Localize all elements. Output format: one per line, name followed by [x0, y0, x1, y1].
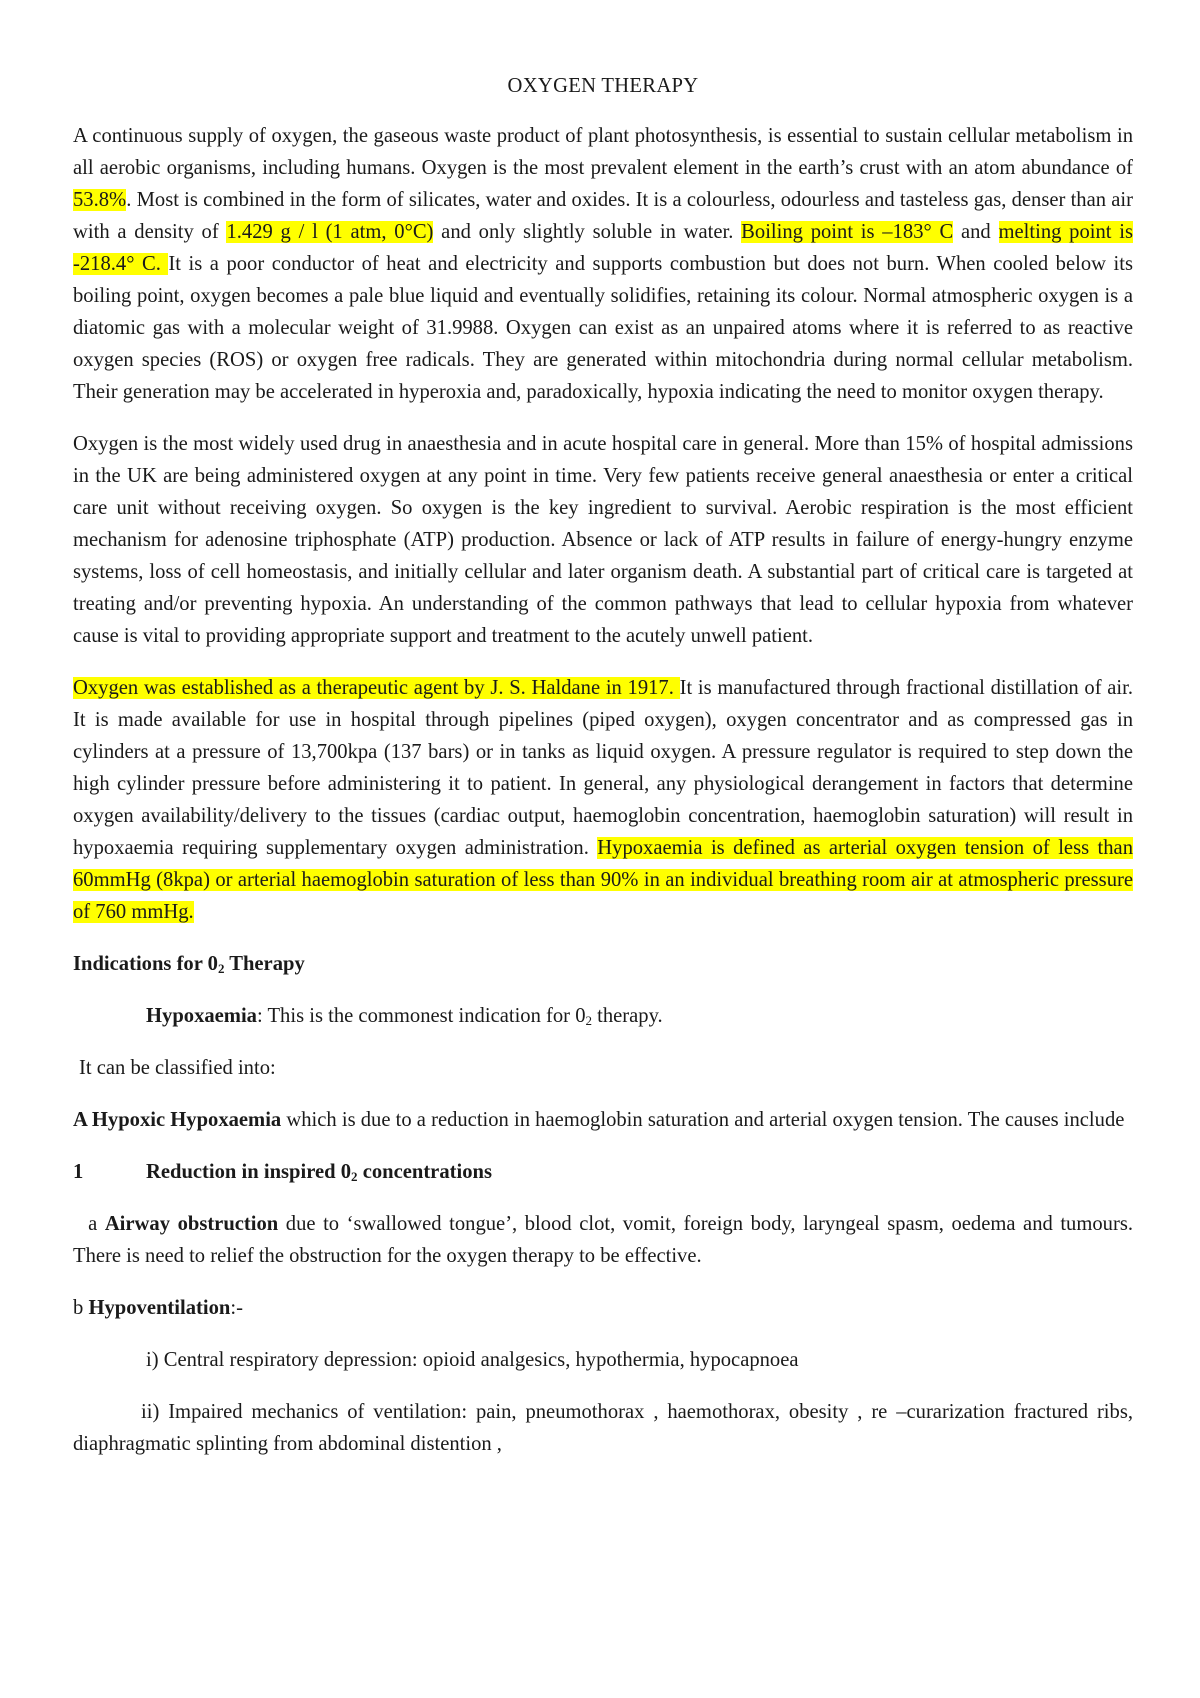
hypoxaemia-line [73, 1000, 1133, 1032]
text-run: . Most is combined in the form of silicates, water and oxides. It is a colourless, odourless and tasteless gas, denser than air with a density of [73, 189, 1133, 243]
highlight-haldane: Oxygen was established as a therapeutic agent by J. S. Haldane in 1917. [73, 677, 680, 699]
text-run: and only slightly soluble in water. [433, 221, 742, 243]
section-number: 1 [73, 1161, 84, 1183]
airway-obstruction-paragraph [73, 1208, 1133, 1272]
hypoventilation-line [73, 1292, 1133, 1324]
list-letter: b [73, 1297, 89, 1319]
text-run: :- [230, 1297, 243, 1319]
highlight-abundance: 53.8% [73, 189, 127, 211]
highlight-melting-point: melting point is -218.4° C. [73, 221, 1134, 275]
highlight-hypoxaemia-definition: Hypoxaemia is defined as arterial oxygen tension of less than 60mmHg (8kpa) or arterial haemoglobin saturation of less than 90% in an individual breathing room air at atmospheric pressure of 760 mmHg. [73, 837, 1133, 923]
classified-line: It can be classified into: [79, 1057, 276, 1079]
subscript: 2 [351, 1169, 358, 1184]
section-title [146, 1156, 492, 1188]
hypoxaemia-label: Hypoxaemia [146, 1005, 257, 1027]
highlight-density: 1.429 g / l (1 atm, 0°C) [226, 221, 434, 243]
section-1-heading [73, 1156, 1133, 1188]
text-run: It is manufactured through fractional distillation of air. It is made available for use in hospital through pipelines (piped oxygen), oxygen concentrator and as compressed gas in cylinders at a pressure of 13,700kpa (137 bars) or in tanks as liquid oxygen. A pressure regulator is required to step down the high cylinder pressure before administering it to patient. In general, any physiological derangement in factors that determine oxygen availability/delivery to the tissues (cardiac output, haemoglobin concentration, haemoglobin saturation) will result in hypoxaemia requiring supplementary oxygen administration. [73, 677, 1133, 859]
document-page [73, 70, 1133, 1480]
list-letter: a [88, 1213, 105, 1235]
highlight-boiling-point: Boiling point is –183° C [741, 221, 954, 243]
text-run: : This is the commonest indication for 0 [256, 1005, 586, 1027]
text-run: which is due to a reduction in haemoglobin saturation and arterial oxygen tension. The causes include [281, 1109, 1125, 1131]
airway-label: Airway obstruction [104, 1213, 279, 1235]
paragraph-properties [73, 120, 1133, 408]
subscript: 2 [585, 1013, 592, 1028]
paragraph-clinical-use: Oxygen is the most widely used drug in anaesthesia and in acute hospital care in general. More than 15% of hospital admissions in the UK are being administered oxygen at any point in time. Very few patients receive general anaesthesia or enter a critical care unit without receiving oxygen. So oxygen is the key ingredient to survival. Aerobic respiration is the most efficient mechanism for adenosine triphosphate (ATP) production. Absence or lack of ATP results in failure of energy-hungry enzyme systems, loss of cell homeostasis, and initially cellular and later organism death. A substantial part of critical care is targeted at treating and/or preventing hypoxia. An understanding of the common pathways that lead to cellular hypoxia from whatever cause is vital to providing appropriate support and treatment to the acutely unwell patient. [73, 433, 1133, 647]
text-run: due to ‘swallowed tongue’, blood clot, vomit, foreign body, laryngeal spasm, oedema and tumours. There is need to relief the obstruction for the oxygen therapy to be effective. [73, 1213, 1133, 1267]
heading-text: Indications for 0 [73, 953, 218, 975]
heading-text: Reduction in inspired 0 [146, 1161, 352, 1183]
heading-text: Therapy [224, 953, 305, 975]
hypoxic-hypoxaemia-paragraph [73, 1104, 1133, 1136]
paragraph-history [73, 672, 1133, 928]
document-title: OXYGEN THERAPY [507, 75, 699, 97]
list-item-ii: ii) Impaired mechanics of ventilation: pain, pneumothorax , haemothorax, obesity , re –curarization fractured ribs, diaphragmatic splinting from abdominal distention , [73, 1401, 1133, 1455]
text-run: It is a poor conductor of heat and electricity and supports combustion but does not burn. When cooled below its boiling point, oxygen becomes a pale blue liquid and eventually solidifies, retaining its colour. Normal atmospheric oxygen is a diatomic gas with a molecular weight of 31.9988. Oxygen can exist as an unpaired atoms where it is referred to as reactive oxygen species (ROS) or oxygen free radicals. They are generated within mitochondria during normal cellular metabolism. Their generation may be accelerated in hyperoxia and, paradoxically, hypoxia indicating the need to monitor oxygen therapy. [73, 253, 1133, 403]
text-run: and [953, 221, 999, 243]
hypoxic-label: A Hypoxic Hypoxaemia [73, 1109, 282, 1131]
subscript: 2 [217, 961, 225, 976]
text-run: A continuous supply of oxygen, the gaseous waste product of plant photosynthesis, is essential to sustain cellular metabolism in all aerobic organisms, including humans. Oxygen is the most prevalent element in the earth’s crust with an atom abundance of [73, 125, 1133, 179]
heading-indications [73, 948, 1133, 980]
heading-text: concentrations [357, 1161, 492, 1183]
list-item-i: i) Central respiratory depression: opioid analgesics, hypothermia, hypocapnoea [146, 1349, 799, 1371]
hypoventilation-label: Hypoventilation [88, 1297, 231, 1319]
text-run: therapy. [592, 1005, 663, 1027]
